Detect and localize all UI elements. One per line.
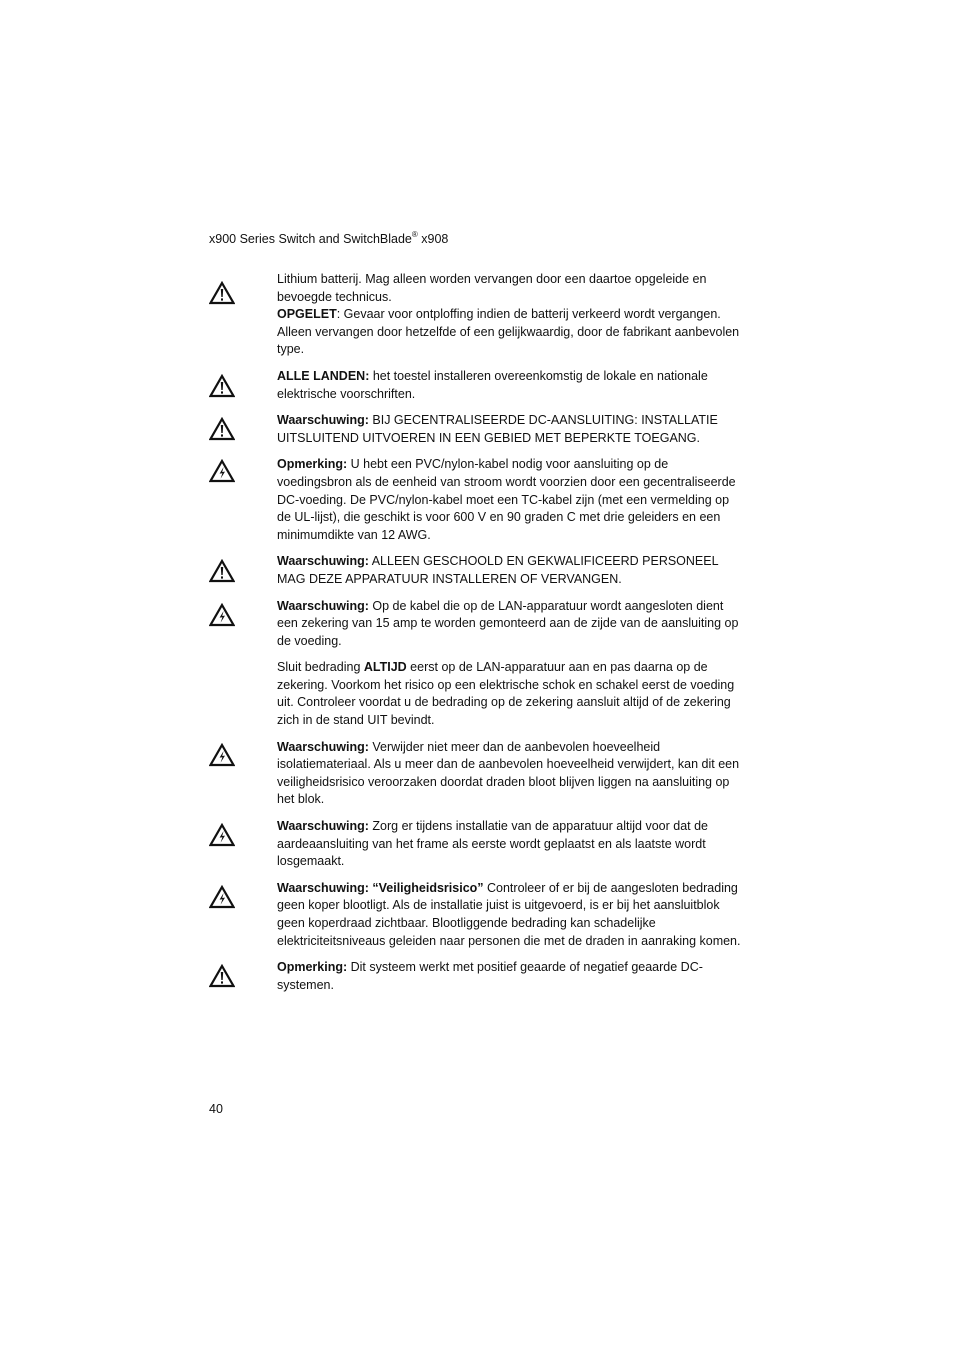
safety-notices: [209, 271, 745, 1003]
warning-exclamation-icon: [209, 559, 235, 583]
notice-entry: [209, 659, 745, 729]
notice-paragraph: [277, 739, 745, 809]
notice-entry: [209, 739, 745, 809]
notice-entry: [209, 880, 745, 950]
notice-paragraph: [277, 959, 745, 994]
notice-entry: [209, 598, 745, 651]
notice-text: : Gevaar voor ontploffing indien de batterij verkeerd wordt vergangen. Alleen vervangen door hetzelfde of een gelijkwaardig, door de fabrikant aanbevolen type.: [277, 307, 740, 357]
notice-entry: [209, 456, 745, 544]
notice-label: Opmerking:: [277, 960, 348, 975]
notice-text: Zorg er tijdens installatie van de apparatuur altijd voor dat de aardeaansluiting van het frame als eerste wordt geplaatst en als laatste wordt losgemaakt.: [277, 819, 709, 869]
notice-text: Controleer of er bij de aangesloten bedrading geen koper blootligt. Als de installatie juist is uitgevoerd, is er bij het aansluitblok geen koperdraad zichtbaar. Blootliggende bedrading kan schadelijke elektriciteitsniveaus geleiden naar personen die met de draden in aanraking komen.: [277, 880, 741, 948]
notice-paragraph: [277, 368, 745, 403]
notice-entry: [209, 412, 745, 447]
notice-paragraph: [277, 880, 745, 950]
electrical-hazard-icon: [209, 743, 235, 767]
notice-entry: [209, 818, 745, 871]
notice-text: het toestel installeren overeenkomstig de lokale en nationale elektrische voorschriften.: [277, 368, 708, 401]
notice-text: BIJ GECENTRALISEERDE DC-AANSLUITING: INSTALLATIE UITSLUITEND UITVOEREN IN EEN GEBIED MET BEPERKTE TOEGANG.: [277, 413, 718, 445]
warning-exclamation-icon: [209, 417, 235, 441]
notice-entry: [209, 553, 745, 588]
notice-label: Waarschuwing: “Veiligheidsrisico”: [277, 880, 484, 895]
electrical-hazard-icon: [209, 885, 235, 909]
header-model: x908: [417, 232, 449, 246]
header-title: x900 Series Switch and SwitchBlade: [209, 232, 412, 246]
notice-text-lead: Sluit bedrading: [277, 660, 364, 675]
notice-label: Waarschuwing:: [277, 819, 369, 834]
warning-exclamation-icon: [209, 964, 235, 988]
notice-label: Waarschuwing:: [277, 413, 369, 428]
notice-paragraph: [277, 271, 745, 306]
notice-entry: [209, 368, 745, 403]
notice-label: Opmerking:: [277, 457, 348, 472]
electrical-hazard-icon: [209, 459, 235, 483]
warning-exclamation-icon: [209, 281, 235, 305]
notice-text: Verwijder niet meer dan de aanbevolen hoeveelheid isolatiemateriaal. Als u meer dan de aanbevolen hoeveelheid verwijdert, kan dit een veiligheidsrisico veroorzaken doordat draden bloot blijven liggen na aansluiting op het blok.: [277, 739, 740, 807]
notice-paragraph: [277, 598, 745, 651]
notice-paragraph: [277, 659, 745, 729]
notice-label: Waarschuwing:: [277, 598, 369, 613]
notice-paragraph: [277, 306, 745, 359]
notice-entry: [209, 959, 745, 994]
notice-entry: [209, 271, 745, 359]
notice-label: OPGELET: [277, 307, 337, 322]
running-header: [209, 230, 448, 248]
notice-text: Dit systeem werkt met positief geaarde of negatief geaarde DC-systemen.: [277, 960, 703, 992]
notice-label: Waarschuwing:: [277, 739, 369, 754]
notice-paragraph: [277, 412, 745, 447]
notice-text: Op de kabel die op de LAN-apparatuur wordt aangesloten dient een zekering van 15 amp te worden gemonteerd aan de zijde van de aansluiting op de voeding.: [277, 598, 739, 648]
notice-label: Waarschuwing:: [277, 554, 369, 569]
notice-paragraph: [277, 456, 745, 544]
warning-exclamation-icon: [209, 374, 235, 398]
electrical-hazard-icon: [209, 823, 235, 847]
registered-mark: ®: [411, 230, 418, 239]
notice-text: eerst op de LAN-apparatuur aan en pas daarna op de zekering. Voorkom het risico op een elektrische schok en schakel eerst de voeding uit. Controleer voordat u de bedrading op de zekering aansluit altijd of de zekering zich in de stand UIT bevindt.: [277, 660, 735, 728]
notice-text: ALLEEN GESCHOOLD EN GEKWALIFICEERD PERSONEEL MAG DEZE APPARATUUR INSTALLEREN OF VERVANGEN.: [277, 554, 719, 586]
notice-paragraph: [277, 553, 745, 588]
electrical-hazard-icon: [209, 603, 235, 627]
notice-label: ALTIJD: [363, 660, 407, 675]
notice-label: ALLE LANDEN:: [277, 368, 370, 383]
notice-text: Lithium batterij. Mag alleen worden vervangen door een daartoe opgeleide en bevoegde technicus.: [277, 272, 707, 304]
notice-paragraph: [277, 818, 745, 871]
notice-text: U hebt een PVC/nylon-kabel nodig voor aansluiting op de voedingsbron als de eenheid van stroom wordt voorzien door een gecentraliseerde DC-voeding. De PVC/nylon-kabel moet een TC-kabel zijn (met een vermelding op de UL-lijst), die geschikt is voor 600 V en 90 graden C met drie geleiders en een minimumdikte van 12 AWG.: [277, 457, 736, 542]
page-number: 40: [209, 1102, 223, 1116]
